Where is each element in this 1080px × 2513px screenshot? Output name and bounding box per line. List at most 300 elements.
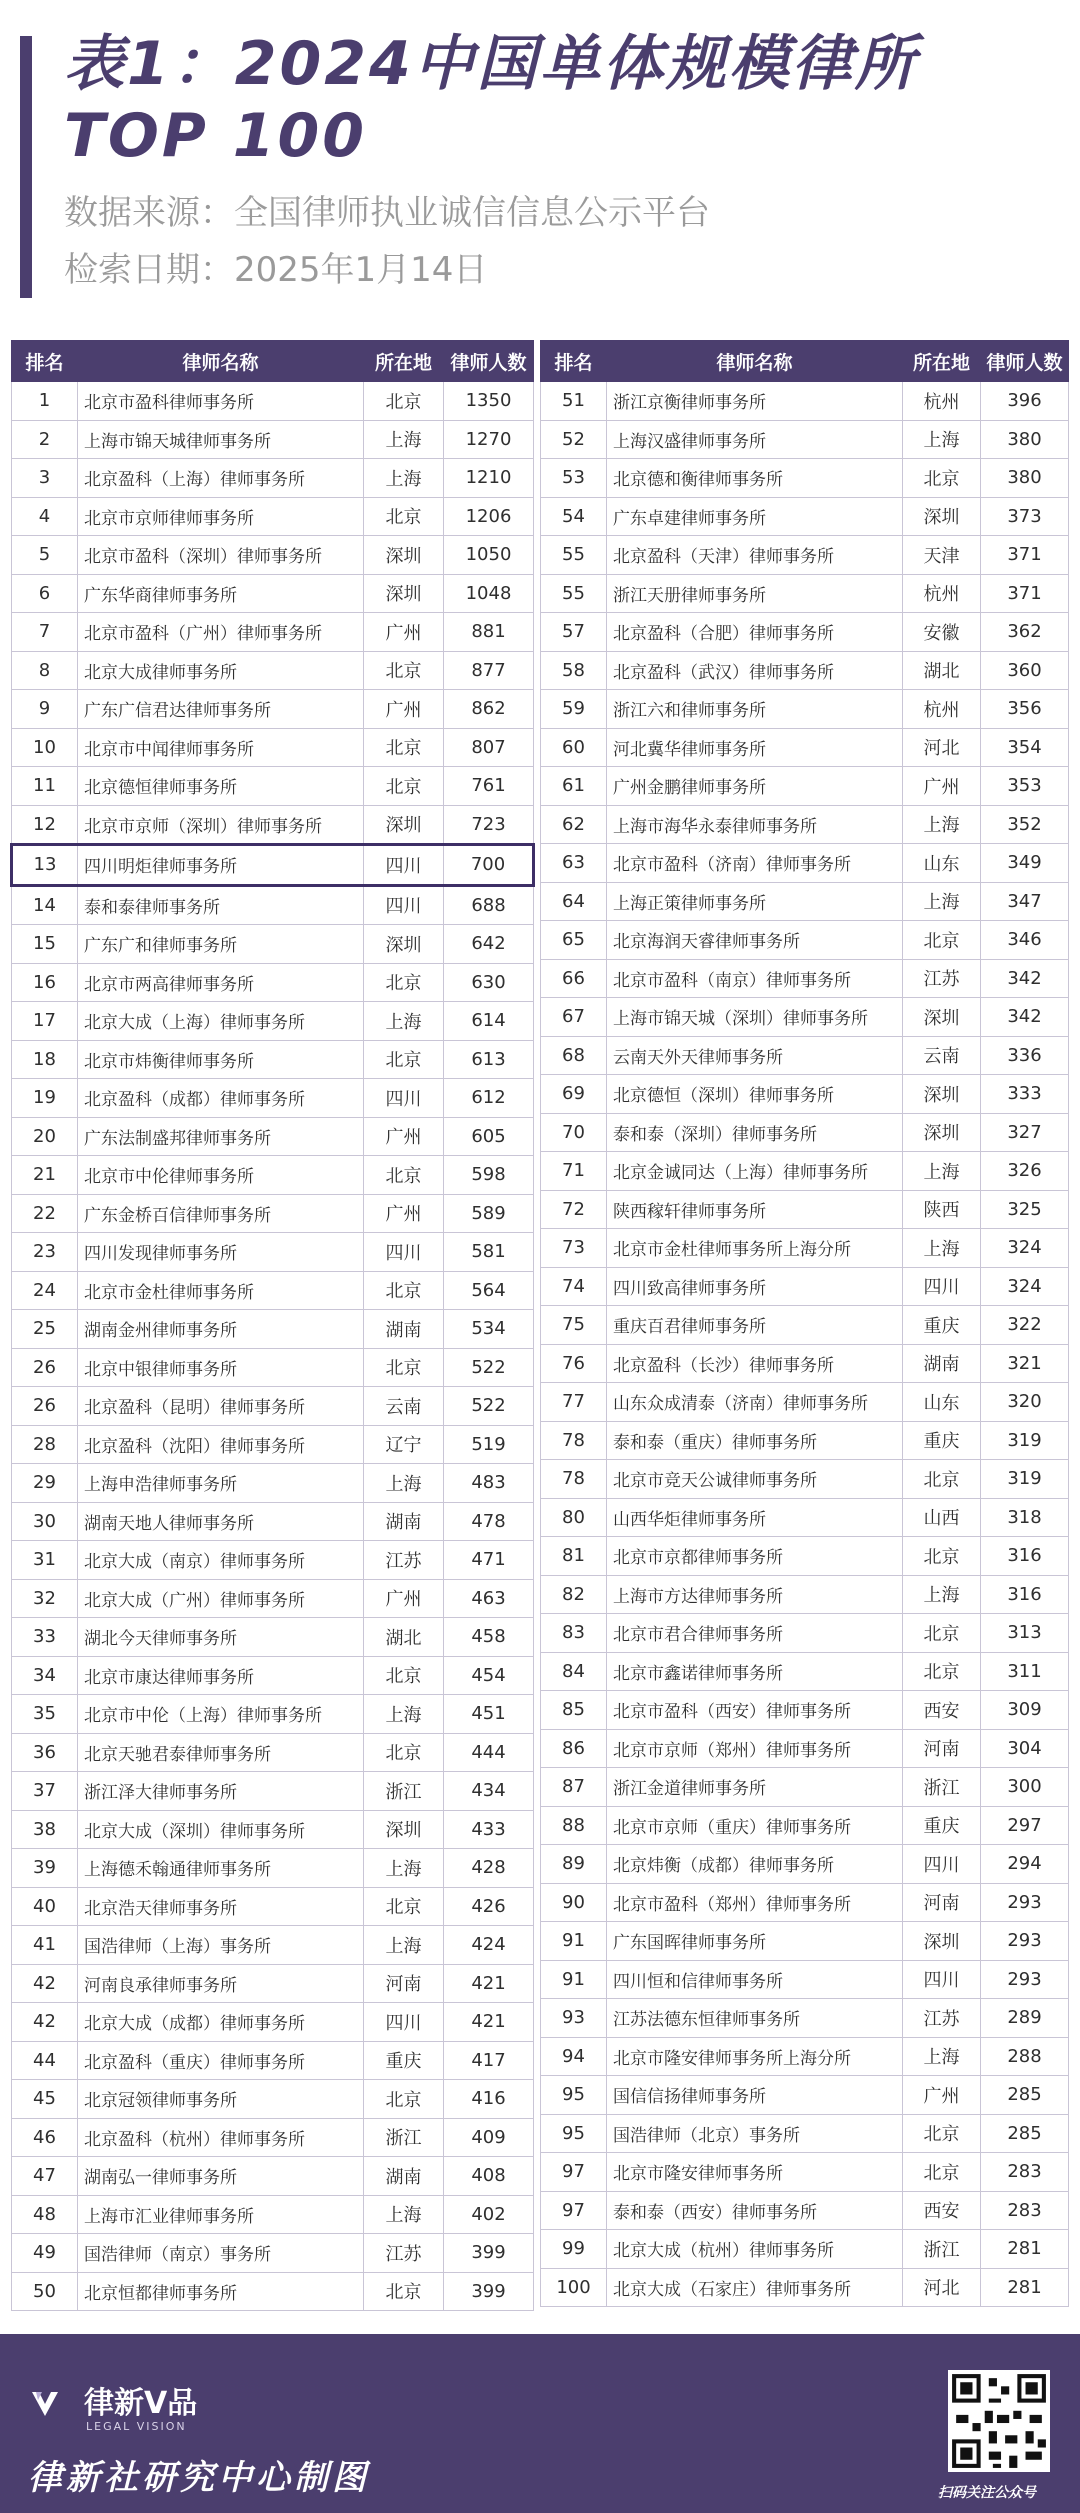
lawyer-count-cell: 451 — [444, 1695, 534, 1734]
firm-name-cell: 浙江六和律师事务所 — [607, 690, 903, 729]
firm-name-cell: 北京德和衡律师事务所 — [607, 459, 903, 498]
location-cell: 上海 — [364, 1695, 444, 1734]
table-row — [541, 2191, 1069, 2230]
rank-cell: 86 — [541, 1729, 607, 1768]
rank-cell: 25 — [12, 1310, 78, 1349]
rank-cell: 71 — [541, 1152, 607, 1191]
lawyer-count-cell: 534 — [444, 1310, 534, 1349]
table-row — [12, 1079, 534, 1118]
rank-cell: 95 — [541, 2076, 607, 2115]
lawyer-count-cell: 434 — [444, 1772, 534, 1811]
table-row — [541, 2076, 1069, 2115]
firm-name-cell: 泰和泰（深圳）律师事务所 — [607, 1113, 903, 1152]
table-row — [12, 2157, 534, 2196]
lawyer-count-cell: 319 — [981, 1460, 1069, 1499]
rank-cell: 9 — [12, 690, 78, 729]
table-row — [541, 1575, 1069, 1614]
lawyer-count-cell: 325 — [981, 1190, 1069, 1229]
location-cell: 四川 — [364, 885, 444, 925]
table-row — [12, 382, 534, 421]
table-row — [12, 845, 534, 886]
lawyer-count-cell: 612 — [444, 1079, 534, 1118]
table-row — [541, 1421, 1069, 1460]
table-row — [12, 1348, 534, 1387]
table-row — [541, 2037, 1069, 2076]
lawyer-count-cell: 605 — [444, 1117, 534, 1156]
data-source: 数据来源：全国律师执业诚信信息公示平台 — [64, 193, 710, 233]
table-body-right — [541, 382, 1069, 2307]
col-location-header: 所在地 — [903, 341, 981, 382]
rank-cell: 40 — [12, 1887, 78, 1926]
page-title: 表1：2024中国单体规模律所TOP 100 — [64, 29, 918, 171]
rank-cell: 73 — [541, 1229, 607, 1268]
firm-name-cell: 北京大成（广州）律师事务所 — [78, 1579, 364, 1618]
rank-cell: 47 — [12, 2157, 78, 2196]
firm-name-cell: 北京盈科（沈阳）律师事务所 — [78, 1425, 364, 1464]
table-row — [12, 497, 534, 536]
location-cell: 上海 — [903, 1152, 981, 1191]
lawyer-count-cell: 478 — [444, 1502, 534, 1541]
lawyer-count-cell: 433 — [444, 1810, 534, 1849]
lawyer-count-cell: 421 — [444, 1964, 534, 2003]
table-row — [541, 1806, 1069, 1845]
lawyer-count-cell: 700 — [444, 845, 534, 886]
location-cell: 天津 — [903, 536, 981, 575]
firm-name-cell: 广东广信君达律师事务所 — [78, 690, 364, 729]
location-cell: 深圳 — [903, 1075, 981, 1114]
table-row — [541, 1460, 1069, 1499]
table-row — [541, 728, 1069, 767]
lawyer-count-cell: 614 — [444, 1002, 534, 1041]
table-row — [12, 1156, 534, 1195]
location-cell: 北京 — [364, 2080, 444, 2119]
rank-cell: 46 — [12, 2118, 78, 2157]
table-row — [12, 420, 534, 459]
firm-name-cell: 北京市京都律师事务所 — [607, 1537, 903, 1576]
lawyer-count-cell: 288 — [981, 2037, 1069, 2076]
location-cell: 河南 — [903, 1883, 981, 1922]
location-cell: 北京 — [903, 1652, 981, 1691]
location-cell: 上海 — [364, 1464, 444, 1503]
firm-name-cell: 北京冠领律师事务所 — [78, 2080, 364, 2119]
firm-name-cell: 泰和泰（西安）律师事务所 — [607, 2191, 903, 2230]
rank-cell: 85 — [541, 1691, 607, 1730]
location-cell: 山东 — [903, 844, 981, 883]
chart-maker: 律新社研究中心制图 — [28, 2458, 370, 2498]
rank-cell: 1 — [12, 382, 78, 421]
location-cell: 广州 — [364, 613, 444, 652]
location-cell: 北京 — [364, 728, 444, 767]
table-row — [541, 1960, 1069, 1999]
rank-cell: 78 — [541, 1460, 607, 1499]
location-cell: 浙江 — [903, 2230, 981, 2269]
lawyer-count-cell: 285 — [981, 2114, 1069, 2153]
col-name-header: 律师名称 — [78, 341, 364, 382]
table-row — [541, 613, 1069, 652]
firm-name-cell: 上海德禾翰通律师事务所 — [78, 1849, 364, 1888]
firm-name-cell: 北京德恒律师事务所 — [78, 767, 364, 806]
location-cell: 上海 — [903, 2037, 981, 2076]
table-row — [541, 1614, 1069, 1653]
table-row — [541, 536, 1069, 575]
lawyer-count-cell: 336 — [981, 1036, 1069, 1075]
location-cell: 北京 — [364, 1271, 444, 1310]
table-row — [12, 1733, 534, 1772]
firm-name-cell: 广东国晖律师事务所 — [607, 1922, 903, 1961]
location-cell: 北京 — [903, 1460, 981, 1499]
firm-name-cell: 北京市京师律师事务所 — [78, 497, 364, 536]
firm-name-cell: 北京大成（上海）律师事务所 — [78, 1002, 364, 1041]
location-cell: 广州 — [364, 1117, 444, 1156]
location-cell: 深圳 — [364, 925, 444, 964]
location-cell: 北京 — [903, 1614, 981, 1653]
rank-cell: 36 — [12, 1733, 78, 1772]
rank-cell: 37 — [12, 1772, 78, 1811]
lawyer-count-cell: 380 — [981, 459, 1069, 498]
location-cell: 西安 — [903, 1691, 981, 1730]
location-cell: 北京 — [903, 2153, 981, 2192]
firm-name-cell: 浙江天册律师事务所 — [607, 574, 903, 613]
rank-cell: 97 — [541, 2153, 607, 2192]
table-row — [541, 1768, 1069, 1807]
location-cell: 北京 — [364, 497, 444, 536]
table-row — [541, 420, 1069, 459]
rank-cell: 42 — [12, 1964, 78, 2003]
rank-cell: 70 — [541, 1113, 607, 1152]
lawyer-count-cell: 327 — [981, 1113, 1069, 1152]
lawyer-count-cell: 589 — [444, 1194, 534, 1233]
lawyer-count-cell: 409 — [444, 2118, 534, 2157]
table-row — [12, 2080, 534, 2119]
firm-name-cell: 国浩律师（北京）事务所 — [607, 2114, 903, 2153]
table-row — [12, 1310, 534, 1349]
firm-name-cell: 北京市京师（郑州）律师事务所 — [607, 1729, 903, 1768]
table-row — [12, 2195, 534, 2234]
table-row — [541, 1652, 1069, 1691]
firm-name-cell: 广东金桥百信律师事务所 — [78, 1194, 364, 1233]
qr-code-icon[interactable] — [948, 2370, 1050, 2472]
location-cell: 北京 — [364, 1040, 444, 1079]
rank-cell: 64 — [541, 882, 607, 921]
firm-name-cell: 广东法制盛邦律师事务所 — [78, 1117, 364, 1156]
rank-cell: 28 — [12, 1425, 78, 1464]
firm-name-cell: 广东广和律师事务所 — [78, 925, 364, 964]
firm-name-cell: 山西华炬律师事务所 — [607, 1498, 903, 1537]
footer — [0, 2334, 1080, 2513]
lawyer-count-cell: 428 — [444, 1849, 534, 1888]
lawyer-count-cell: 346 — [981, 921, 1069, 960]
table-row — [12, 963, 534, 1002]
firm-name-cell: 北京市金杜律师事务所上海分所 — [607, 1229, 903, 1268]
firm-name-cell: 北京金诚同达（上海）律师事务所 — [607, 1152, 903, 1191]
rank-cell: 34 — [12, 1656, 78, 1695]
rank-cell: 17 — [12, 1002, 78, 1041]
firm-name-cell: 北京盈科（合肥）律师事务所 — [607, 613, 903, 652]
location-cell: 北京 — [364, 1887, 444, 1926]
rank-cell: 22 — [12, 1194, 78, 1233]
firm-name-cell: 北京盈科（上海）律师事务所 — [78, 459, 364, 498]
table-header-row — [541, 341, 1069, 382]
brand-name-en: LEGAL VISION — [86, 2420, 187, 2433]
lawyer-count-cell: 322 — [981, 1306, 1069, 1345]
rank-cell: 62 — [541, 805, 607, 844]
location-cell: 陕西 — [903, 1190, 981, 1229]
lawyer-count-cell: 1050 — [444, 536, 534, 575]
lawyer-count-cell: 454 — [444, 1656, 534, 1695]
table-header-row — [12, 341, 534, 382]
firm-name-cell: 北京市盈科（郑州）律师事务所 — [607, 1883, 903, 1922]
table-row — [541, 1537, 1069, 1576]
table-row — [541, 382, 1069, 421]
table-row — [12, 1695, 534, 1734]
lawyer-count-cell: 881 — [444, 613, 534, 652]
rank-cell: 84 — [541, 1652, 607, 1691]
lawyer-count-cell: 458 — [444, 1618, 534, 1657]
rank-cell: 12 — [12, 805, 78, 845]
lawyer-count-cell: 319 — [981, 1421, 1069, 1460]
rank-cell: 69 — [541, 1075, 607, 1114]
rank-cell: 100 — [541, 2268, 607, 2307]
accent-bar — [20, 36, 32, 298]
table-row — [12, 1194, 534, 1233]
rank-cell: 30 — [12, 1502, 78, 1541]
lawyer-count-cell: 342 — [981, 959, 1069, 998]
lawyer-count-cell: 326 — [981, 1152, 1069, 1191]
table-body-left — [12, 382, 534, 2311]
location-cell: 北京 — [364, 963, 444, 1002]
lawyer-count-cell: 360 — [981, 651, 1069, 690]
table-row — [12, 1964, 534, 2003]
firm-name-cell: 广东华商律师事务所 — [78, 574, 364, 613]
rank-cell: 49 — [12, 2234, 78, 2273]
lawyer-count-cell: 294 — [981, 1845, 1069, 1884]
table-row — [541, 1883, 1069, 1922]
table-row — [541, 998, 1069, 1037]
firm-name-cell: 湖南天地人律师事务所 — [78, 1502, 364, 1541]
table-row — [541, 2268, 1069, 2307]
lawyer-count-cell: 324 — [981, 1229, 1069, 1268]
lawyer-count-cell: 688 — [444, 885, 534, 925]
table-row — [12, 728, 534, 767]
lawyer-count-cell: 316 — [981, 1537, 1069, 1576]
lawyer-count-cell: 1270 — [444, 420, 534, 459]
lawyer-count-cell: 522 — [444, 1348, 534, 1387]
table-row — [12, 2272, 534, 2311]
firm-name-cell: 北京市盈科（深圳）律师事务所 — [78, 536, 364, 575]
table-row — [541, 805, 1069, 844]
firm-name-cell: 北京大成（成都）律师事务所 — [78, 2003, 364, 2042]
firm-name-cell: 河南良承律师事务所 — [78, 1964, 364, 2003]
lawyer-count-cell: 320 — [981, 1383, 1069, 1422]
location-cell: 浙江 — [903, 1768, 981, 1807]
location-cell: 河南 — [364, 1964, 444, 2003]
firm-name-cell: 北京市盈科（广州）律师事务所 — [78, 613, 364, 652]
firm-name-cell: 上海市汇业律师事务所 — [78, 2195, 364, 2234]
firm-name-cell: 北京市中闻律师事务所 — [78, 728, 364, 767]
rank-cell: 99 — [541, 2230, 607, 2269]
lawyer-count-cell: 807 — [444, 728, 534, 767]
firm-name-cell: 北京盈科（昆明）律师事务所 — [78, 1387, 364, 1426]
table-row — [541, 1845, 1069, 1884]
rank-cell: 55 — [541, 536, 607, 575]
rank-cell: 63 — [541, 844, 607, 883]
location-cell: 河北 — [903, 2268, 981, 2307]
location-cell: 四川 — [364, 2003, 444, 2042]
firm-name-cell: 北京大成（深圳）律师事务所 — [78, 1810, 364, 1849]
table-row — [541, 921, 1069, 960]
location-cell: 北京 — [903, 1537, 981, 1576]
rank-cell: 67 — [541, 998, 607, 1037]
location-cell: 湖北 — [364, 1618, 444, 1657]
lawyer-count-cell: 362 — [981, 613, 1069, 652]
location-cell: 北京 — [364, 2272, 444, 2311]
rank-cell: 66 — [541, 959, 607, 998]
lawyer-count-cell: 293 — [981, 1922, 1069, 1961]
table-row — [12, 885, 534, 925]
firm-name-cell: 北京浩天律师事务所 — [78, 1887, 364, 1926]
lawyer-count-cell: 519 — [444, 1425, 534, 1464]
location-cell: 安徽 — [903, 613, 981, 652]
firm-name-cell: 山东众成清泰（济南）律师事务所 — [607, 1383, 903, 1422]
location-cell: 湖南 — [364, 1310, 444, 1349]
rank-cell: 33 — [12, 1618, 78, 1657]
location-cell: 北京 — [364, 1156, 444, 1195]
rank-cell: 20 — [12, 1117, 78, 1156]
table-row — [541, 1267, 1069, 1306]
firm-name-cell: 北京市鑫诺律师事务所 — [607, 1652, 903, 1691]
location-cell: 广州 — [903, 2076, 981, 2115]
firm-name-cell: 四川明炬律师事务所 — [78, 845, 364, 886]
brand-logo-icon — [28, 2386, 62, 2420]
location-cell: 四川 — [364, 845, 444, 886]
lawyer-count-cell: 564 — [444, 1271, 534, 1310]
table-row — [12, 1926, 534, 1965]
firm-name-cell: 江苏法德东恒律师事务所 — [607, 1999, 903, 2038]
location-cell: 北京 — [364, 651, 444, 690]
rank-cell: 24 — [12, 1271, 78, 1310]
rank-cell: 4 — [12, 497, 78, 536]
lawyer-count-cell: 581 — [444, 1233, 534, 1272]
location-cell: 辽宁 — [364, 1425, 444, 1464]
rank-cell: 91 — [541, 1922, 607, 1961]
location-cell: 上海 — [364, 1002, 444, 1041]
rank-cell: 88 — [541, 1806, 607, 1845]
rank-cell: 59 — [541, 690, 607, 729]
rank-cell: 52 — [541, 420, 607, 459]
table-row — [12, 613, 534, 652]
lawyer-count-cell: 354 — [981, 728, 1069, 767]
firm-name-cell: 北京市康达律师事务所 — [78, 1656, 364, 1695]
firm-name-cell: 北京盈科（长沙）律师事务所 — [607, 1344, 903, 1383]
location-cell: 湖南 — [364, 1502, 444, 1541]
firm-name-cell: 广东卓建律师事务所 — [607, 497, 903, 536]
lawyer-count-cell: 598 — [444, 1156, 534, 1195]
firm-name-cell: 北京市京师（深圳）律师事务所 — [78, 805, 364, 845]
firm-name-cell: 北京盈科（重庆）律师事务所 — [78, 2041, 364, 2080]
location-cell: 四川 — [903, 1267, 981, 1306]
rank-cell: 42 — [12, 2003, 78, 2042]
lawyer-count-cell: 424 — [444, 1926, 534, 1965]
table-row — [12, 574, 534, 613]
table-row — [541, 1306, 1069, 1345]
lawyer-count-cell: 1350 — [444, 382, 534, 421]
rank-cell: 45 — [12, 2080, 78, 2119]
brand-name: 律新V品 — [84, 2386, 198, 2421]
table-row — [541, 1922, 1069, 1961]
location-cell: 北京 — [903, 2114, 981, 2153]
lawyer-count-cell: 285 — [981, 2076, 1069, 2115]
lawyer-count-cell: 293 — [981, 1960, 1069, 1999]
firm-name-cell: 四川恒和信律师事务所 — [607, 1960, 903, 1999]
location-cell: 深圳 — [364, 805, 444, 845]
table-row — [12, 1810, 534, 1849]
rank-cell: 23 — [12, 1233, 78, 1272]
location-cell: 湖北 — [903, 651, 981, 690]
location-cell: 四川 — [364, 1079, 444, 1118]
location-cell: 浙江 — [364, 2118, 444, 2157]
lawyer-count-cell: 417 — [444, 2041, 534, 2080]
rank-cell: 75 — [541, 1306, 607, 1345]
lawyer-count-cell: 483 — [444, 1464, 534, 1503]
firm-name-cell: 上海汉盛律师事务所 — [607, 420, 903, 459]
table-row — [12, 536, 534, 575]
table-row — [541, 1344, 1069, 1383]
firm-name-cell: 北京炜衡（成都）律师事务所 — [607, 1845, 903, 1884]
lawyer-count-cell: 356 — [981, 690, 1069, 729]
lawyer-count-cell: 1210 — [444, 459, 534, 498]
rank-cell: 93 — [541, 1999, 607, 2038]
lawyer-count-cell: 471 — [444, 1541, 534, 1580]
table-row — [541, 497, 1069, 536]
lawyer-count-cell: 421 — [444, 2003, 534, 2042]
table-row — [12, 767, 534, 806]
lawyer-count-cell: 313 — [981, 1614, 1069, 1653]
rank-cell: 38 — [12, 1810, 78, 1849]
location-cell: 北京 — [364, 1348, 444, 1387]
lawyer-count-cell: 371 — [981, 536, 1069, 575]
firm-name-cell: 上海市锦天城律师事务所 — [78, 420, 364, 459]
rank-cell: 60 — [541, 728, 607, 767]
lawyer-count-cell: 396 — [981, 382, 1069, 421]
firm-name-cell: 北京德恒（深圳）律师事务所 — [607, 1075, 903, 1114]
lawyer-count-cell: 349 — [981, 844, 1069, 883]
firm-name-cell: 上海市方达律师事务所 — [607, 1575, 903, 1614]
location-cell: 江苏 — [364, 2234, 444, 2273]
table-row — [12, 651, 534, 690]
firm-name-cell: 北京海润天睿律师事务所 — [607, 921, 903, 960]
location-cell: 山东 — [903, 1383, 981, 1422]
table-row — [12, 1618, 534, 1657]
lawyer-count-cell: 342 — [981, 998, 1069, 1037]
firm-name-cell: 北京大成律师事务所 — [78, 651, 364, 690]
location-cell: 上海 — [903, 882, 981, 921]
rank-cell: 82 — [541, 1575, 607, 1614]
firm-name-cell: 浙江京衡律师事务所 — [607, 382, 903, 421]
firm-name-cell: 北京天驰君泰律师事务所 — [78, 1733, 364, 1772]
rank-cell: 26 — [12, 1387, 78, 1426]
rank-cell: 83 — [541, 1614, 607, 1653]
table-row — [541, 882, 1069, 921]
rank-cell: 39 — [12, 1849, 78, 1888]
table-row — [541, 844, 1069, 883]
ranking-table-left — [10, 340, 535, 2311]
location-cell: 云南 — [364, 1387, 444, 1426]
table-row — [541, 2153, 1069, 2192]
firm-name-cell: 北京大成（石家庄）律师事务所 — [607, 2268, 903, 2307]
rank-cell: 61 — [541, 767, 607, 806]
location-cell: 北京 — [364, 767, 444, 806]
location-cell: 上海 — [903, 1229, 981, 1268]
